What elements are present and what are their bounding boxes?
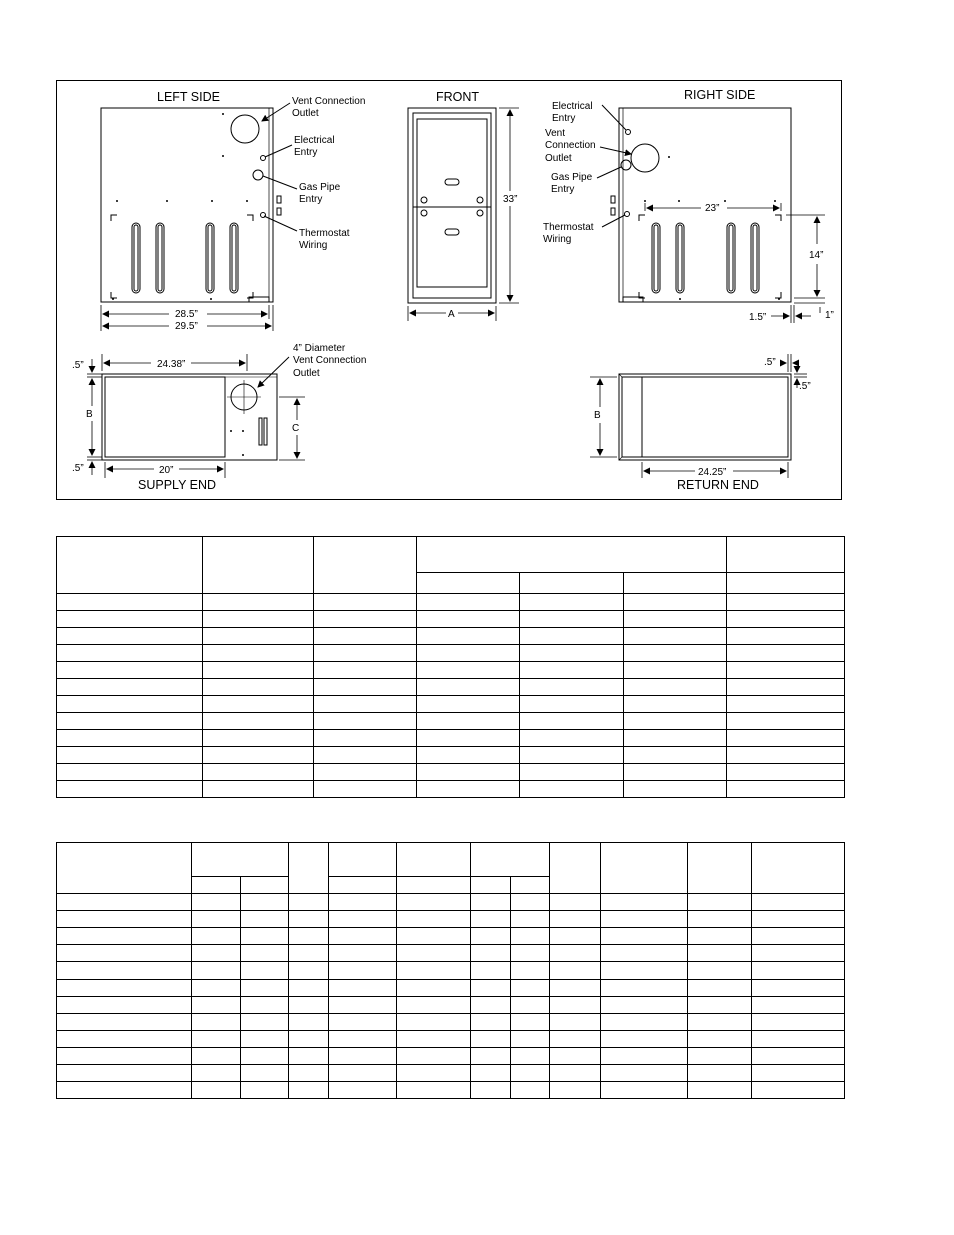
right-thermo-label-2: Wiring	[543, 234, 572, 245]
left-elec-label-1: Electrical	[294, 135, 335, 146]
supply-bottom-offset: .5”	[72, 463, 84, 474]
left-vent-label-2: Outlet	[292, 108, 319, 119]
dimension-diagram	[56, 80, 842, 500]
left-elec-label-2: Entry	[294, 147, 318, 158]
right-gas-callout	[551, 167, 621, 195]
right-gas-label-1: Gas Pipe	[551, 172, 593, 183]
supply-height: B	[86, 409, 93, 420]
left-gas-callout	[263, 176, 341, 205]
left-gas-label-1: Gas Pipe	[299, 182, 341, 193]
front-dims	[408, 108, 519, 321]
front-title: FRONT	[436, 90, 480, 104]
table-row	[57, 962, 845, 979]
right-bottom-right: 1”	[825, 310, 834, 321]
table-row	[57, 1081, 845, 1098]
left-width-inner: 28.5”	[175, 309, 198, 320]
return-width: 24.25”	[698, 467, 727, 478]
front-view	[408, 108, 496, 303]
left-side-view	[101, 108, 281, 302]
left-vent-callout	[262, 96, 365, 121]
supply-end-title: SUPPLY END	[138, 478, 217, 492]
table-row	[57, 911, 845, 928]
right-side-view	[611, 108, 791, 302]
right-elec-label-1: Electrical	[552, 101, 593, 112]
supply-vent-label-1: 4” Diameter	[293, 343, 346, 354]
right-elec-callout	[552, 101, 626, 130]
supply-top-width: 24.38”	[157, 359, 186, 370]
left-thermo-label-2: Wiring	[299, 240, 328, 251]
right-thermo-callout	[543, 215, 625, 245]
left-vent-label-1: Vent Connection	[292, 96, 366, 107]
table-row	[57, 1030, 845, 1047]
specs-table-1	[56, 536, 845, 798]
supply-vent-label-2: Vent Connection	[293, 355, 367, 366]
right-vent-label-2: Connection	[545, 140, 596, 151]
table-row	[57, 713, 845, 730]
table-row	[57, 894, 845, 911]
table-row	[57, 945, 845, 962]
left-width-outer: 29.5”	[175, 321, 198, 332]
right-bottom-left: 1.5”	[749, 312, 767, 323]
table-row	[57, 781, 845, 798]
return-end-view	[619, 374, 791, 460]
table-header-row	[57, 843, 845, 877]
table-header-row	[57, 537, 845, 573]
left-side-title: LEFT SIDE	[157, 90, 220, 104]
right-side-dots	[644, 156, 780, 300]
table-row	[57, 747, 845, 764]
return-dims	[590, 354, 807, 478]
table-row	[57, 1047, 845, 1064]
left-thermo-label-1: Thermostat	[299, 228, 350, 239]
table-row	[57, 611, 845, 628]
table-row	[57, 1064, 845, 1081]
supply-bottom-width: 20”	[159, 465, 174, 476]
return-top-offset: .5”	[764, 357, 776, 368]
supply-vent-height: C	[292, 423, 300, 434]
table-row	[57, 628, 845, 645]
right-top-width: 23”	[705, 203, 720, 214]
right-gas-label-2: Entry	[551, 184, 575, 195]
supply-vent-label-3: Outlet	[293, 368, 320, 379]
return-height: B	[594, 410, 601, 421]
table-row	[57, 645, 845, 662]
left-thermo-callout	[264, 216, 350, 251]
return-end-title: RETURN END	[677, 478, 759, 492]
table-row	[57, 730, 845, 747]
right-thermo-label-1: Thermostat	[543, 222, 594, 233]
front-height: 33”	[503, 194, 518, 205]
supply-vent-callout	[258, 343, 366, 387]
supply-end-view	[102, 374, 277, 460]
right-side-title: RIGHT SIDE	[684, 88, 756, 102]
right-elec-label-2: Entry	[552, 113, 576, 124]
table-row	[57, 662, 845, 679]
specs-table-2	[56, 842, 845, 1099]
left-gas-label-2: Entry	[299, 194, 323, 205]
return-side-offset: .5”	[799, 381, 811, 392]
right-height: 14”	[809, 250, 824, 261]
table-row	[57, 696, 845, 713]
supply-top-offset: .5”	[72, 360, 84, 371]
table-row	[57, 764, 845, 781]
table-row	[57, 594, 845, 611]
table-row	[57, 928, 845, 945]
table-row	[57, 996, 845, 1013]
left-elec-callout	[265, 135, 335, 158]
table-row	[57, 979, 845, 996]
right-vent-label-3: Outlet	[545, 153, 572, 164]
table-row	[57, 1013, 845, 1030]
right-vent-callout	[545, 128, 631, 164]
front-width: A	[448, 309, 455, 320]
table-row	[57, 679, 845, 696]
right-vent-label-1: Vent	[545, 128, 566, 139]
supply-dots	[230, 430, 244, 456]
